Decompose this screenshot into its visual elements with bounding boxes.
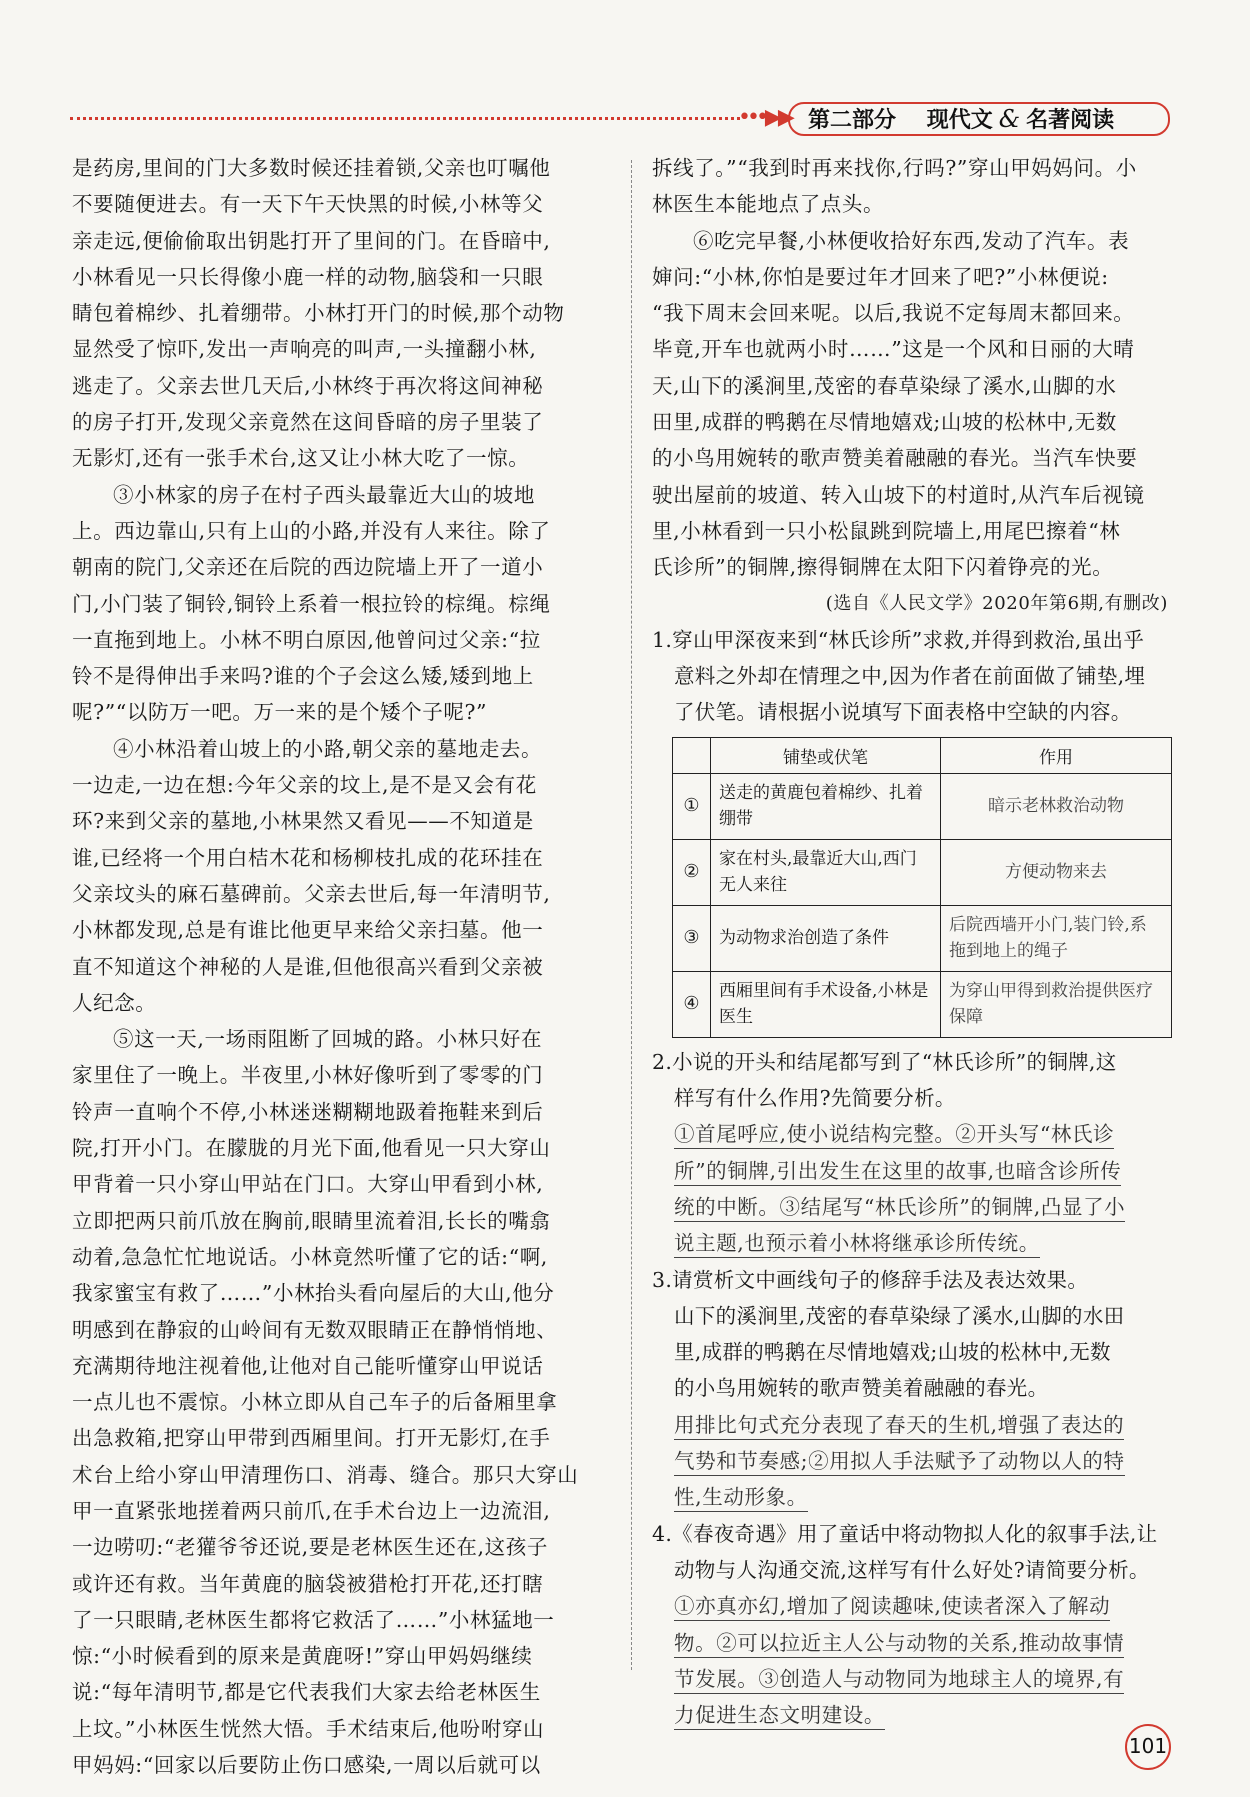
question-line: 样写有什么作用?先简要分析。: [674, 1086, 956, 1111]
answer-text: ①亦真亦幻,增加了阅读趣味,使读者深入了解动: [674, 1594, 1110, 1621]
passage-line: 一直拖到地上。小林不明白原因,他曾问过父亲:“拉: [72, 627, 541, 652]
row-effect: 暗示老林救治动物: [941, 773, 1172, 839]
passage-line: 家里住了一晚上。半夜里,小林好像听到了零零的门: [72, 1063, 544, 1088]
answer-line: [652, 1479, 1172, 1515]
header-amp: &: [998, 105, 1021, 133]
passage-line: 婶问:“小林,你怕是要过年才回来了吧?”小林便说:: [652, 264, 1109, 289]
passage-line: 朝南的院门,父亲还在后院的西边院墙上开了一道小: [72, 555, 544, 580]
passage-line: 出急救箱,把穿山甲带到西厢里间。打开无影灯,在手: [72, 1426, 551, 1451]
answer-text: 节发展。③创造人与动物同为地球主人的境界,有: [674, 1667, 1124, 1694]
question-line: 3.请赏析文中画线句子的修辞手法及表达效果。: [652, 1267, 1089, 1292]
row-foreshadow: 家在村头,最靠近大山,西门无人来往: [711, 839, 941, 905]
answer-line: [652, 1443, 1172, 1479]
question-3: [652, 1262, 1172, 1407]
question-line: 动物与人沟通交流,这样写有什么好处?请简要分析。: [674, 1557, 1150, 1582]
row-foreshadow: 送走的黄鹿包着棉纱、扎着绷带: [711, 773, 941, 839]
header-dotted-rule: [70, 117, 740, 120]
answer-4: [652, 1588, 1172, 1733]
question-2: [652, 1044, 1172, 1117]
passage-line: 直不知道这个神秘的人是谁,但他很高兴看到父亲被: [72, 954, 544, 979]
passage-line: 我家蜜宝有救了……”小林抬头看向屋后的大山,他分: [72, 1281, 555, 1306]
passage-line: 院,打开小门。在朦胧的月光下面,他看见一只大穿山: [72, 1136, 551, 1161]
passage-line: 睛包着棉纱、扎着绷带。小林打开门的时候,那个动物: [72, 301, 565, 326]
passage-line: 是药房,里间的门大多数时候还挂着锁,父亲也叮嘱他: [72, 156, 551, 180]
passage-line: 里,小林看到一只小松鼠跳到院墙上,用尾巴擦着“林: [652, 518, 1121, 543]
row-number: ①: [673, 773, 711, 839]
passage-line: 无影灯,还有一张手术台,这又让小林大吃了一惊。: [72, 446, 530, 471]
row-number: ④: [673, 971, 711, 1037]
passage-line: 明感到在静寂的山岭间有无数双眼睛正在静悄悄地、: [72, 1317, 558, 1342]
table-header-foreshadow: 铺垫或伏笔: [711, 737, 941, 773]
answer-line: [652, 1697, 1172, 1733]
foreshadowing-table: [672, 737, 1172, 1038]
row-effect: 为穿山甲得到救治提供医疗保障: [941, 971, 1172, 1037]
left-column-passage: [72, 150, 622, 1783]
passage-line: 谁,已经将一个用白桔木花和杨柳枝扎成的花环挂在: [72, 845, 544, 870]
passage-line: 田里,成群的鸭鹅在尽情地嬉戏;山坡的松林中,无数: [652, 410, 1117, 435]
passage-line: 上。西边靠山,只有上山的小路,并没有人来往。除了: [72, 518, 551, 543]
question-line: 2.小说的开头和结尾都写到了“林氏诊所”的铜牌,这: [652, 1049, 1117, 1074]
question-line: 4.《春夜奇遇》用了童话中将动物拟人化的叙事手法,让: [652, 1521, 1158, 1546]
passage-line: 驶出屋前的坡道、转入山坡下的村道时,从汽车后视镜: [652, 482, 1145, 507]
passage-line: 亲走远,便偷偷取出钥匙打开了里间的门。在昏暗中,: [72, 228, 551, 253]
answer-text: 说主题,也预示着小林将继承诊所传统。: [674, 1231, 1040, 1258]
passage-line: 了一只眼睛,老林医生都将它救活了……”小林猛地一: [72, 1607, 555, 1632]
answer-text: 所”的铜牌,引出发生在这里的故事,也暗含诊所传: [674, 1159, 1121, 1186]
passage-line: 小林都发现,总是有谁比他更早来给父亲扫墓。他一: [72, 918, 544, 943]
passage-line: 的房子打开,发现父亲竟然在这间昏暗的房子里装了: [72, 410, 544, 435]
passage-line: 充满期待地注视着他,让他对自己能听懂穿山甲说话: [72, 1353, 544, 1378]
passage-line: 的小鸟用婉转的歌声赞美着融融的春光。当汽车快要: [652, 446, 1138, 471]
passage-line: 不要随便进去。有一天下午天快黑的时候,小林等父: [72, 192, 544, 217]
passage-line: 铃不是得伸出手来吗?谁的个子会这么矮,矮到地上: [72, 664, 534, 689]
question-line: 的小鸟用婉转的歌声赞美着融融的春光。: [674, 1376, 1049, 1401]
passage-line: ⑥吃完早餐,小林便收拾好东西,发动了汽车。表: [693, 228, 1130, 253]
right-column: [652, 150, 1172, 1733]
passage-continued: [652, 150, 1172, 586]
section-header: [788, 102, 1170, 136]
passage-line: 甲背着一只小穿山甲站在门口。大穿山甲看到小林,: [72, 1172, 544, 1197]
passage-line: 小林看见一只长得像小鹿一样的动物,脑袋和一只眼: [72, 264, 544, 289]
answer-text: 气势和节奏感;②用拟人手法赋予了动物以人的特: [674, 1449, 1125, 1476]
passage-line: ④小林沿着山坡上的小路,朝父亲的墓地走去。: [113, 736, 543, 761]
answer-line: [652, 1661, 1172, 1697]
passage-source: (选自《人民文学》2020年第6期,有删改): [825, 592, 1168, 614]
answer-3: [652, 1407, 1172, 1516]
header-section2: 名著阅读: [1026, 108, 1115, 133]
table-row: [673, 971, 1172, 1037]
passage-line: 惊:“小时候看到的原来是黄鹿呀!”穿山甲妈妈继续: [72, 1644, 533, 1669]
table-row: [673, 839, 1172, 905]
passage-line: 毕竟,开车也就两小时……”这是一个风和日丽的大晴: [652, 337, 1135, 362]
passage-line: 天,山下的溪涧里,茂密的春草染绿了溪水,山脚的水: [652, 373, 1117, 398]
passage-line: 门,小门装了铜铃,铜铃上系着一根拉铃的棕绳。棕绳: [72, 591, 551, 616]
passage-line: 甲一直紧张地搓着两只前爪,在手术台边上一边流泪,: [72, 1498, 551, 1523]
answer-line: [652, 1588, 1172, 1624]
table-header-effect: 作用: [941, 737, 1172, 773]
question-line: 了伏笔。请根据小说填写下面表格中空缺的内容。: [674, 700, 1132, 725]
answer-line: [652, 1225, 1172, 1261]
question-line: 山下的溪涧里,茂密的春草染绿了溪水,山脚的水田: [674, 1303, 1125, 1328]
passage-line: 一边走,一边在想:今年父亲的坟上,是不是又会有花: [72, 773, 537, 798]
row-foreshadow: 西厢里间有手术设备,小林是医生: [711, 971, 941, 1037]
passage-line: 上坟。”小林医生恍然大悟。手术结束后,他吩咐穿山: [72, 1716, 545, 1741]
passage-line: ⑤这一天,一场雨阻断了回城的路。小林只好在: [113, 1027, 543, 1052]
column-divider: [631, 160, 632, 1670]
passage-line: 显然受了惊吓,发出一声响亮的叫声,一头撞翻小林,: [72, 337, 537, 362]
passage-line: 拆线了。”“我到时再来找你,行吗?”穿山甲妈妈问。小: [652, 156, 1137, 180]
row-foreshadow: 为动物求治创造了条件: [711, 905, 941, 971]
question-1: [652, 622, 1172, 731]
passage-line: 呢?”“以防万一吧。万一来的是个矮个子呢?”: [72, 700, 488, 725]
answer-text: ①首尾呼应,使小说结构完整。②开头写“林氏诊: [674, 1122, 1114, 1149]
passage-line: ③小林家的房子在村子西头最靠近大山的坡地: [113, 482, 535, 507]
table-row: [673, 773, 1172, 839]
passage-line: 说:“每年清明节,都是它代表我们大家去给老林医生: [72, 1680, 541, 1705]
passage-line: 逃走了。父亲去世几天后,小林终于再次将这间神秘: [72, 373, 544, 398]
passage-line: 氏诊所”的铜牌,擦得铜牌在太阳下闪着铮亮的光。: [652, 555, 1114, 580]
question-line: 1.穿山甲深夜来到“林氏诊所”求救,并得到救治,虽出乎: [652, 627, 1145, 652]
answer-2: [652, 1116, 1172, 1261]
row-number: ②: [673, 839, 711, 905]
table-row: [673, 905, 1172, 971]
answer-text: 物。②可以拉近主人公与动物的关系,推动故事情: [674, 1631, 1124, 1658]
passage-line: 或许还有救。当年黄鹿的脑袋被猎枪打开花,还打瞎: [72, 1571, 544, 1596]
question-4: [652, 1516, 1172, 1589]
answer-text: 力促进生态文明建设。: [674, 1703, 885, 1730]
question-line: 意料之外却在情理之中,因为作者在前面做了铺垫,埋: [674, 664, 1146, 689]
answer-text: 性,生动形象。: [674, 1485, 808, 1512]
table-header-blank: [673, 737, 711, 773]
header-arrow-icon: •••▶▶: [738, 105, 791, 130]
passage-line: 术台上给小穿山甲清理伤口、消毒、缝合。那只大穿山: [72, 1462, 579, 1487]
page-number: 101: [1125, 1724, 1171, 1770]
passage-line: 一点儿也不震惊。小林立即从自己车子的后备厢里拿: [72, 1390, 558, 1415]
passage-line: 一边唠叨:“老獾爷爷还说,要是老林医生还在,这孩子: [72, 1535, 548, 1560]
row-number: ③: [673, 905, 711, 971]
answer-text: 用排比句式充分表现了春天的生机,增强了表达的: [674, 1413, 1124, 1440]
answer-line: [652, 1625, 1172, 1661]
answer-line: [652, 1189, 1172, 1225]
passage-line: 甲妈妈:“回家以后要防止伤口感染,一周以后就可以: [72, 1753, 541, 1778]
passage-line: 人纪念。: [72, 990, 157, 1015]
answer-line: [652, 1407, 1172, 1443]
passage-line: 父亲坟头的麻石墓碑前。父亲去世后,每一年清明节,: [72, 881, 551, 906]
passage-line: 铃声一直响个不停,小林迷迷糊糊地趿着拖鞋来到后: [72, 1099, 544, 1124]
row-effect: 方便动物来去: [941, 839, 1172, 905]
row-effect: 后院西墙开小门,装门铃,系拖到地上的绳子: [941, 905, 1172, 971]
passage-line: 立即把两只前爪放在胸前,眼睛里流着泪,长长的嘴翕: [72, 1208, 551, 1233]
passage-line: 环?来到父亲的墓地,小林果然又看见——不知道是: [72, 809, 534, 834]
header-section: 现代文: [926, 108, 993, 133]
passage-line: 动着,急急忙忙地说话。小林竟然听懂了它的话:“啊,: [72, 1244, 548, 1269]
question-line: 里,成群的鸭鹅在尽情地嬉戏;山坡的松林中,无数: [674, 1340, 1111, 1365]
answer-line: [652, 1116, 1172, 1152]
answer-text: 统的中断。③结尾写“林氏诊所”的铜牌,凸显了小: [674, 1195, 1125, 1222]
answer-line: [652, 1153, 1172, 1189]
passage-line: 林医生本能地点了点头。: [652, 192, 885, 217]
header-part: 第二部分: [808, 108, 897, 133]
passage-line: “我下周末会回来呢。以后,我说不定每周末都回来。: [652, 301, 1135, 326]
